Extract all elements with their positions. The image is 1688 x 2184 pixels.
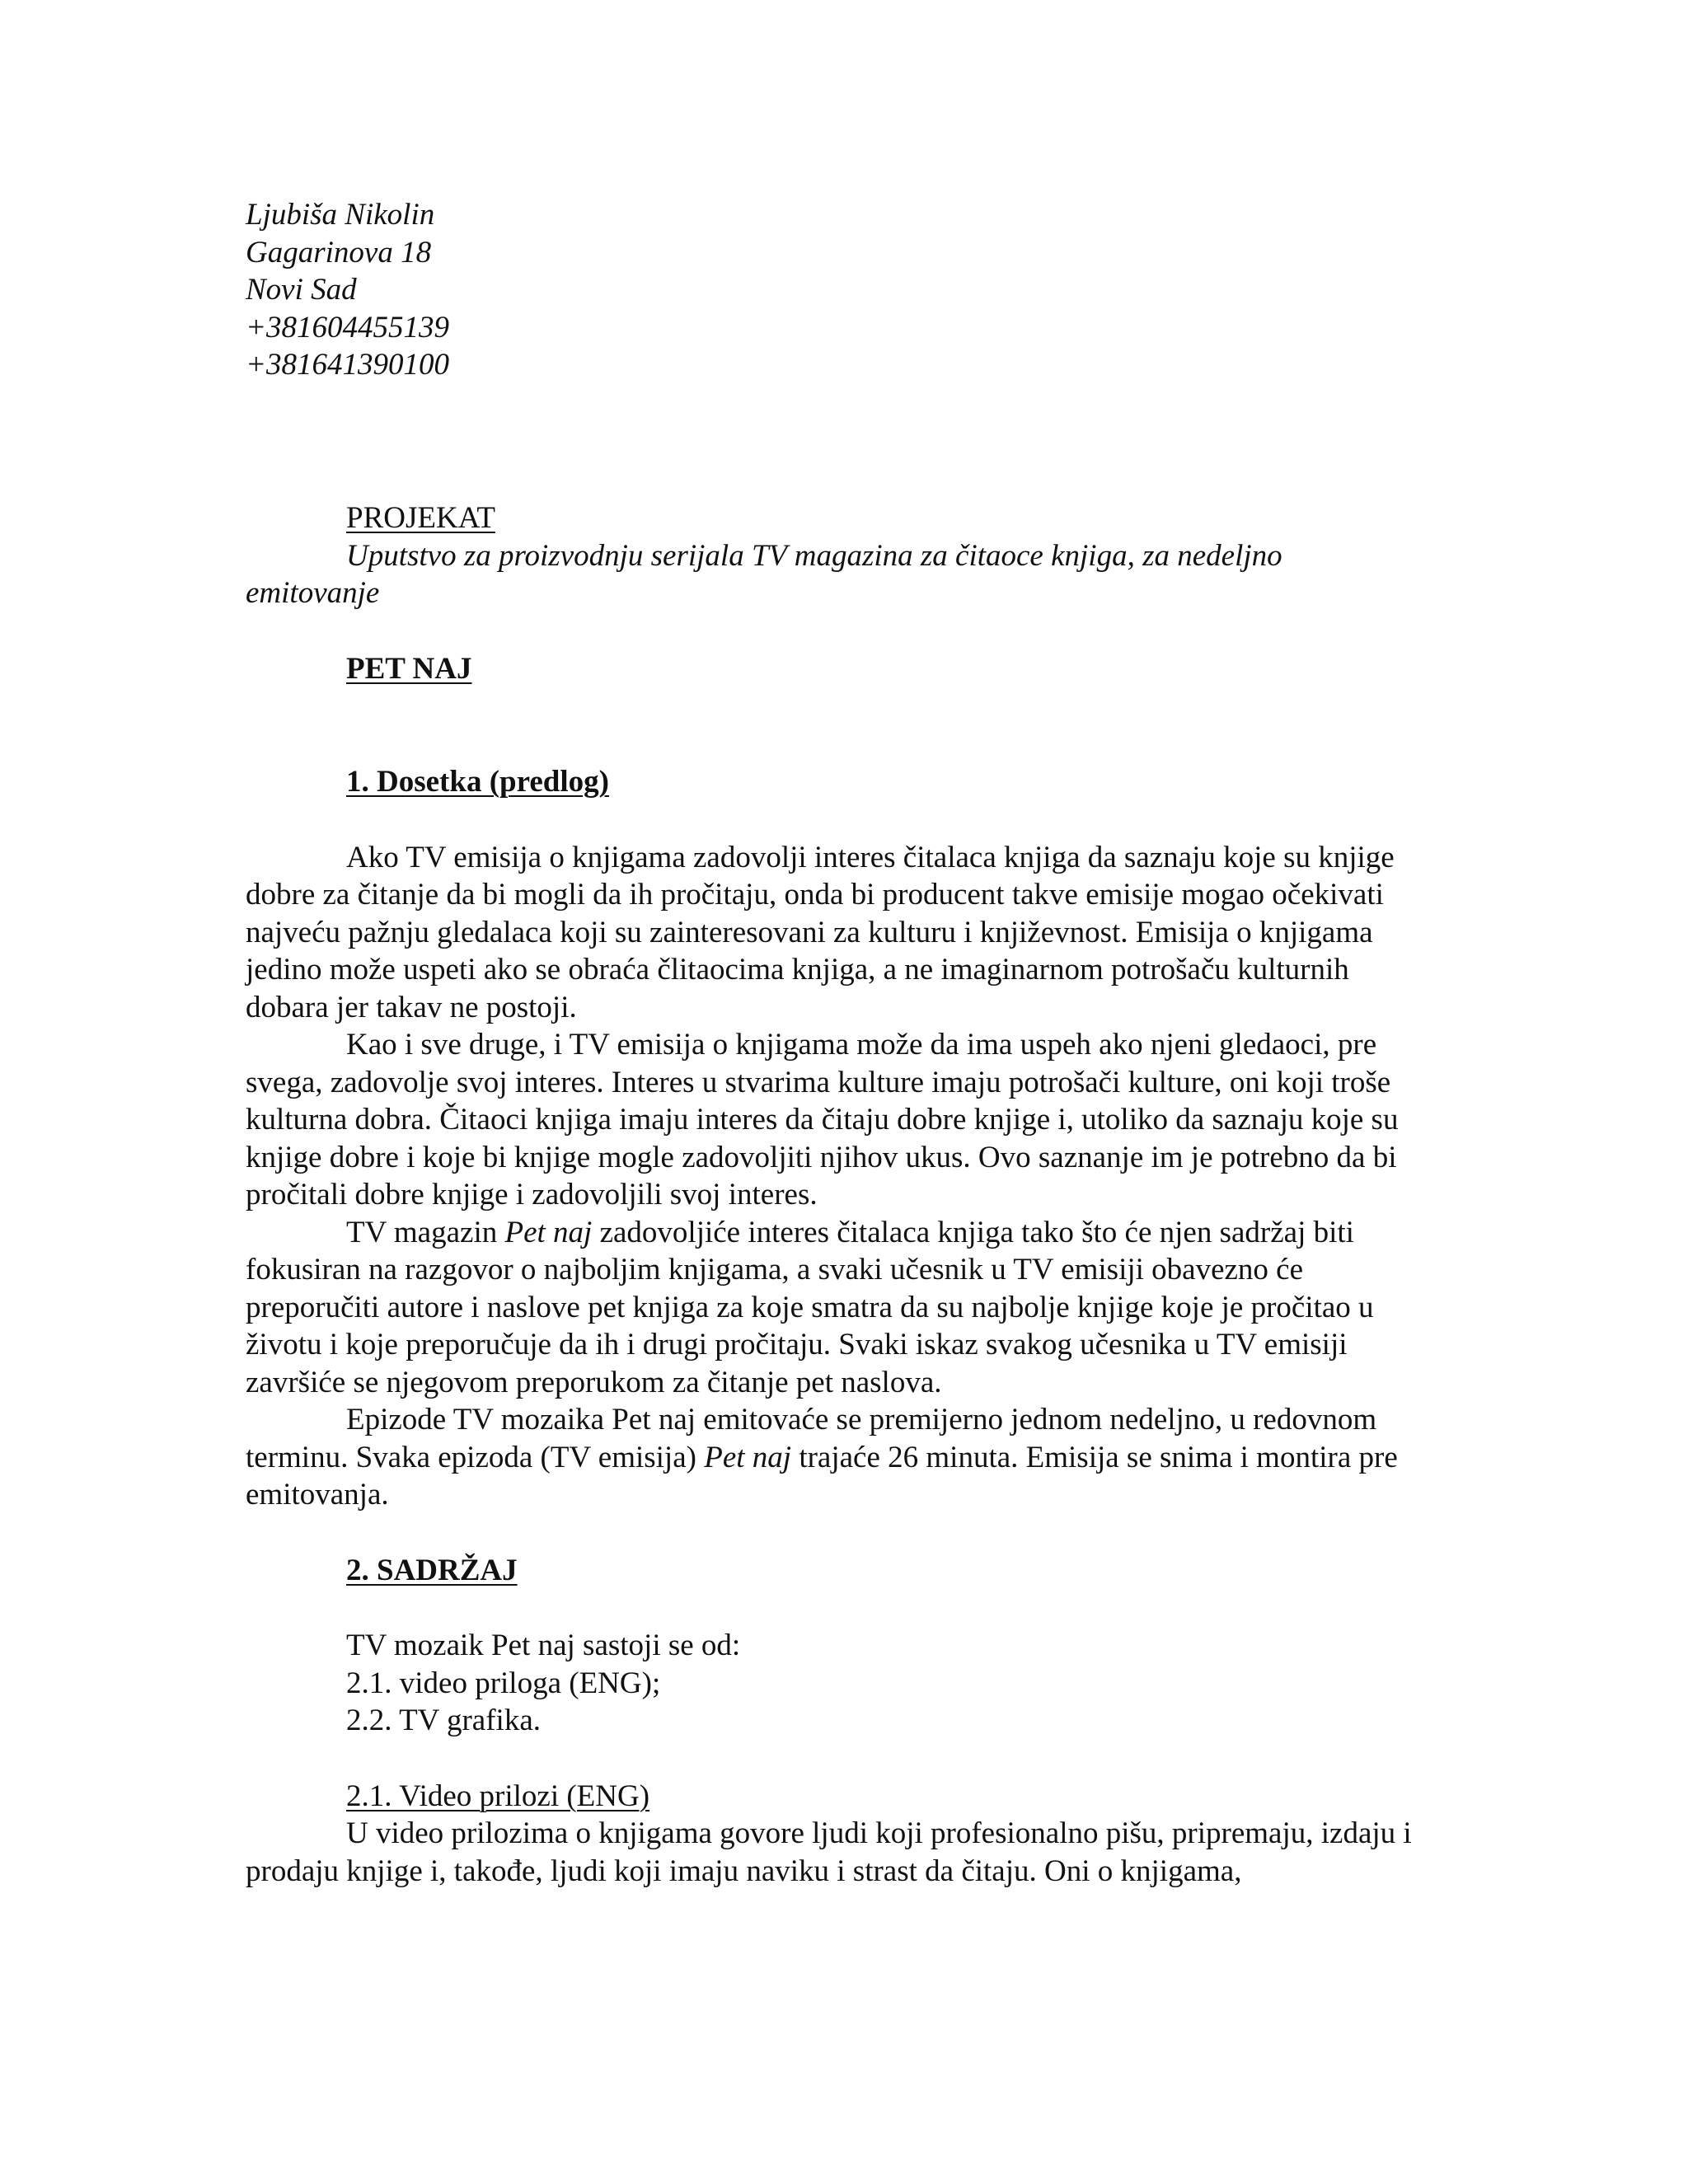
sender-city: Novi Sad [246, 273, 357, 307]
show-title-italic: Pet naj [504, 1215, 593, 1249]
subsection-2-1-heading: 2.1. Video prilozi (ENG) [346, 1779, 650, 1813]
section-2-list-item-2: 2.2. TV grafika. [346, 1704, 542, 1737]
subsection-2-1-paragraph: U video prilozima o knjigama govore ljudi koji profesionalno pišu, pripremaju, izdaju i prodaju knjige i, takođe, ljudi koji imaju naviku i strast da čitaju. Oni o knjigama, [246, 1816, 1412, 1888]
sender-phone-2: +381641390100 [246, 348, 449, 382]
section-1-heading-line [246, 763, 1434, 801]
section-1-paragraph-3: TV magazin Pet naj zadovoljiće interes čitalaca knjiga tako što će njen sadržaj biti fokusiran na razgovor o najboljim knjigama, a svaki učesnik u TV emisiji obavezno će preporučiti autore i naslove pet knjiga za koje smatra da su najbolje knjige koje je pročitao u životu i koje preporučuje da ih i drugi pročitaju. Svaki iskaz svakog učesnika u TV emisiji završiće se njegovom preporukom za čitanje pet naslova. [246, 1215, 1374, 1399]
section-2-intro: TV mozaik Pet naj sastoji se od: [346, 1629, 741, 1662]
sender-address-block [246, 196, 449, 384]
project-subtitle-line-2: emitovanje [246, 576, 380, 610]
sender-phone-1: +381604455139 [246, 310, 449, 344]
section-1-heading: 1. Dosetka (predlog) [346, 765, 609, 799]
document-title: PET NAJ [346, 651, 472, 686]
section-2-list-item-1: 2.1. video priloga (ENG); [346, 1666, 661, 1700]
section-1-paragraph-1: Ako TV emisija o knjigama zadovolji interes čitalaca knjiga da saznaju koje su knjige dobre za čitanje da bi mogli da ih pročitaju, onda bi producent takve emisije mogao očekivati najveću pažnju gledalaca koji su zainteresovani za kulturu i književnost. Emisija o knjigama jedino može uspeti ako se obraća člitaocima knjiga, a ne imaginarnom potrošaču kulturnih dobara jer takav ne postoji. [246, 840, 1395, 1024]
section-2-heading: 2. SADRŽAJ [346, 1553, 518, 1587]
document-body [246, 499, 1434, 1890]
section-1-paragraph-4: Epizode TV mozaika Pet naj emitovaće se premijerno jednom nedeljno, u redovnom terminu. Svaka epizoda (TV emisija) Pet naj trajaće 26 minuta. Emisija se snima i montira pre emitovanja. [246, 1403, 1398, 1511]
sender-street: Gagarinova 18 [246, 235, 432, 269]
project-label: PROJEKAT [346, 501, 495, 535]
sender-name: Ljubiša Nikolin [246, 198, 435, 232]
subsection-2-1-heading-line [246, 1778, 1434, 1816]
project-subtitle-line-1: Uputstvo za proizvodnju serijala TV magazina za čitaoce knjiga, za nedeljno [346, 538, 1282, 573]
document-title-line [246, 650, 1434, 688]
project-label-line [246, 499, 1434, 537]
section-2-heading-line [246, 1552, 1434, 1590]
section-1-paragraph-2: Kao i sve druge, i TV emisija o knjigama može da ima uspeh ako njeni gledaoci, pre svega, zadovolje svoj interes. Interes u stvarima kulture imaju potrošači kulture, oni koji troše kulturna dobra. Čitaoci knjiga imaju interes da čitaju dobre knjige i, utoliko da saznaju koje su knjige dobre i koje bi knjige mogle zadovoljiti njihov ukus. Ovo saznanje im je potrebno da bi pročitali dobre knjige i zadovoljili svoj interes. [246, 1028, 1399, 1212]
show-title-italic: Pet naj [704, 1440, 792, 1474]
